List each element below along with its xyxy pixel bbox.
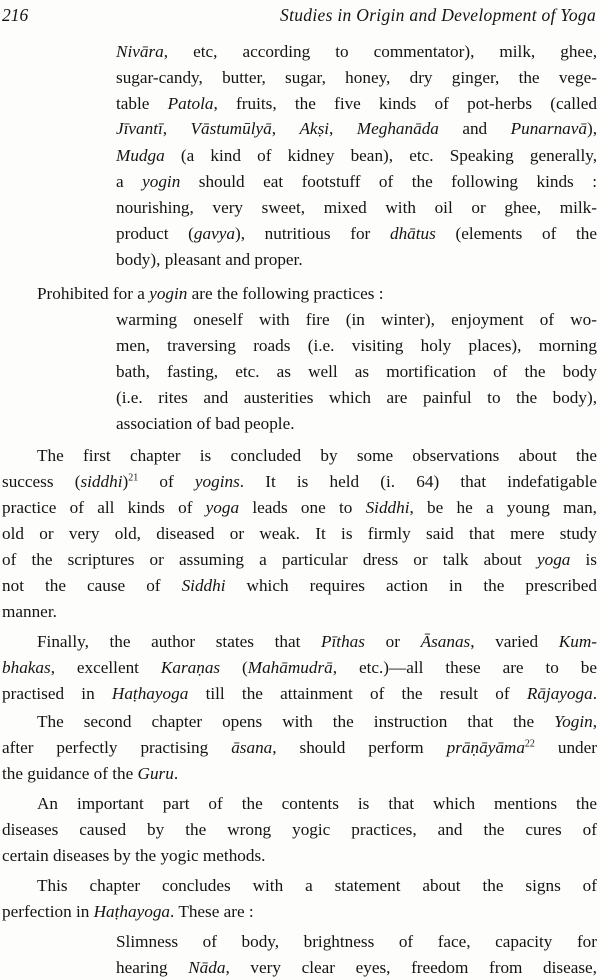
footnote-ref: 21 (128, 472, 139, 484)
italic-term: Pīthas (321, 632, 365, 651)
italic-term: āsana (231, 738, 273, 757)
text-run: , be he a young man, (409, 498, 597, 517)
text-run: leads one to (239, 498, 366, 517)
text-line (116, 386, 597, 410)
text-run: success ( (2, 472, 81, 491)
text-run: , etc.)—all these are to be (332, 658, 597, 677)
text-line (2, 470, 597, 494)
text-run: ) (122, 472, 129, 491)
text-run: An important part of the contents is that which mentions the (37, 794, 597, 813)
text-run: , (271, 119, 300, 138)
text-line (116, 956, 597, 980)
text-run: , (329, 119, 357, 138)
italic-term: yogin (149, 284, 188, 303)
italic-term: yogins (194, 472, 240, 491)
text-run: perfection in (2, 902, 94, 921)
text-run: the guidance of the (2, 764, 138, 783)
text-line (116, 170, 597, 194)
text-run: , excellent (50, 658, 161, 677)
italic-term: Nāda (188, 958, 226, 977)
text-run: hearing (116, 958, 189, 977)
italic-term: siddhi (80, 472, 123, 491)
italic-term: yogin (142, 172, 181, 191)
text-run: Slimness of body, brightness of face, capacity for (116, 932, 597, 951)
italic-term: Siddhi (181, 576, 226, 595)
text-run: old or very old, diseased or weak. It is firmly said that mere study (2, 524, 597, 543)
italic-term: Jīvantī (116, 119, 163, 138)
text-line (2, 762, 178, 786)
italic-term: Rājayoga (526, 684, 593, 703)
text-run: should eat footstuff of the following kinds : (180, 172, 597, 191)
text-run: under (534, 738, 598, 757)
text-run: . It is held (i. 64) that indefatigable (239, 472, 598, 491)
text-run: Prohibited for a (37, 284, 150, 303)
text-line (2, 574, 597, 598)
text-line (37, 282, 384, 306)
italic-term: Kum- (558, 632, 597, 651)
text-run: diseases caused by the wrong yogic practices, and the cures of (2, 820, 597, 839)
text-run: certain diseases by the yogic methods. (2, 846, 266, 865)
text-line (116, 248, 303, 272)
text-line (116, 144, 597, 168)
text-run: of (138, 472, 195, 491)
text-line (37, 792, 597, 816)
text-run: . (173, 764, 179, 783)
text-run: . (592, 684, 597, 703)
text-line (116, 334, 597, 358)
italic-term: Mahāmudrā (247, 658, 333, 677)
text-line (116, 117, 597, 141)
text-line (2, 656, 597, 680)
text-line (2, 600, 57, 624)
text-run: product ( (116, 224, 194, 243)
text-line (2, 844, 265, 868)
text-run: ), (587, 119, 598, 138)
text-run: body), pleasant and proper. (116, 250, 303, 269)
text-run: practice of all kinds of (2, 498, 206, 517)
text-run: The first chapter is concluded by some observations about the (37, 446, 597, 465)
text-run: This chapter concludes with a statement about the signs of (37, 876, 597, 895)
text-run: nourishing, very sweet, mixed with oil or ghee, milk- (116, 198, 597, 217)
text-run: , etc, according to commentator), milk, ghee, (163, 42, 597, 61)
text-run: practised in (2, 684, 112, 703)
running-head: Studies in Origin and Development of Yoga (280, 5, 596, 25)
italic-term: Nivāra (116, 42, 164, 61)
text-run: , very clear eyes, freedom from disease, (225, 958, 597, 977)
italic-term: gavya (193, 224, 235, 243)
italic-term: bhakas (2, 658, 51, 677)
text-line (37, 874, 597, 898)
text-run: after perfectly practising (2, 738, 232, 757)
footnote-ref: 22 (524, 738, 535, 750)
text-run: (elements of the (435, 224, 597, 243)
italic-term: Karaṇas (160, 658, 221, 677)
text-run: The second chapter opens with the instruction that the (37, 712, 555, 731)
text-run: a (116, 172, 143, 191)
text-run: or (364, 632, 421, 651)
text-run: is (570, 550, 597, 569)
text-run: , (592, 712, 597, 731)
text-line (116, 92, 597, 116)
text-line (116, 66, 597, 90)
text-run: table (116, 94, 168, 113)
text-run: and (438, 119, 511, 138)
text-run: sugar-candy, butter, sugar, honey, dry ginger, the vege- (116, 68, 597, 87)
italic-term: Haṭhayoga (111, 684, 189, 703)
text-run: , fruits, the five kinds of pot-herbs (called (213, 94, 598, 113)
text-line (2, 682, 597, 706)
text-line (116, 930, 597, 954)
italic-term: Akṣi (299, 119, 330, 138)
text-run: are the following practices : (187, 284, 384, 303)
text-line (37, 630, 597, 654)
text-line (116, 308, 597, 332)
page-number: 216 (2, 5, 29, 25)
italic-term: Patola (167, 94, 214, 113)
italic-term: prāṇāyāma (446, 738, 525, 757)
italic-term: Haṭhayoga (93, 902, 171, 921)
italic-term: Siddhi (365, 498, 410, 517)
text-run: . These are : (170, 902, 254, 921)
text-line (116, 196, 597, 220)
italic-term: Guru (137, 764, 174, 783)
text-run: manner. (2, 602, 57, 621)
italic-term: Yogin (554, 712, 593, 731)
text-line (116, 222, 597, 246)
text-run: association of bad people. (116, 414, 295, 433)
text-run: of the scriptures or assuming a particular dress or talk about (2, 550, 537, 569)
text-line (37, 444, 597, 468)
text-run: , should perform (272, 738, 447, 757)
text-run: not the cause of (2, 576, 182, 595)
italic-term: dhātus (389, 224, 436, 243)
text-run: till the attainment of the result of (188, 684, 527, 703)
text-line (116, 360, 597, 384)
italic-term: yoga (536, 550, 571, 569)
text-line (2, 522, 597, 546)
text-run: (a kind of kidney bean), etc. Speaking generally, (164, 146, 597, 165)
italic-term: yoga (205, 498, 240, 517)
italic-term: Punarnavā (510, 119, 587, 138)
italic-term: Āsanas (420, 632, 471, 651)
text-line (2, 818, 597, 842)
text-run: men, traversing roads (i.e. visiting holy places), morning (116, 336, 597, 355)
italic-term: Vāstumūlyā (190, 119, 272, 138)
text-line (2, 900, 254, 924)
text-run: warming oneself with fire (in winter), enjoyment of wo- (116, 310, 597, 329)
text-run: Finally, the author states that (37, 632, 322, 651)
text-run: , varied (470, 632, 559, 651)
text-line (2, 736, 597, 760)
text-run: bath, fasting, etc. as well as mortification of the body (116, 362, 597, 381)
italic-term: Mudga (116, 146, 165, 165)
text-line (37, 710, 597, 734)
italic-term: Meghanāda (356, 119, 439, 138)
text-run: which requires action in the prescribed (225, 576, 597, 595)
text-line (2, 548, 597, 572)
text-line (2, 496, 597, 520)
text-run: ), nutritious for (234, 224, 390, 243)
text-run: (i.e. rites and austerities which are painful to the body), (116, 388, 597, 407)
text-run: , (162, 119, 191, 138)
page-header (2, 3, 596, 27)
text-run: ( (220, 658, 248, 677)
text-line (116, 412, 295, 436)
text-line (116, 40, 597, 64)
